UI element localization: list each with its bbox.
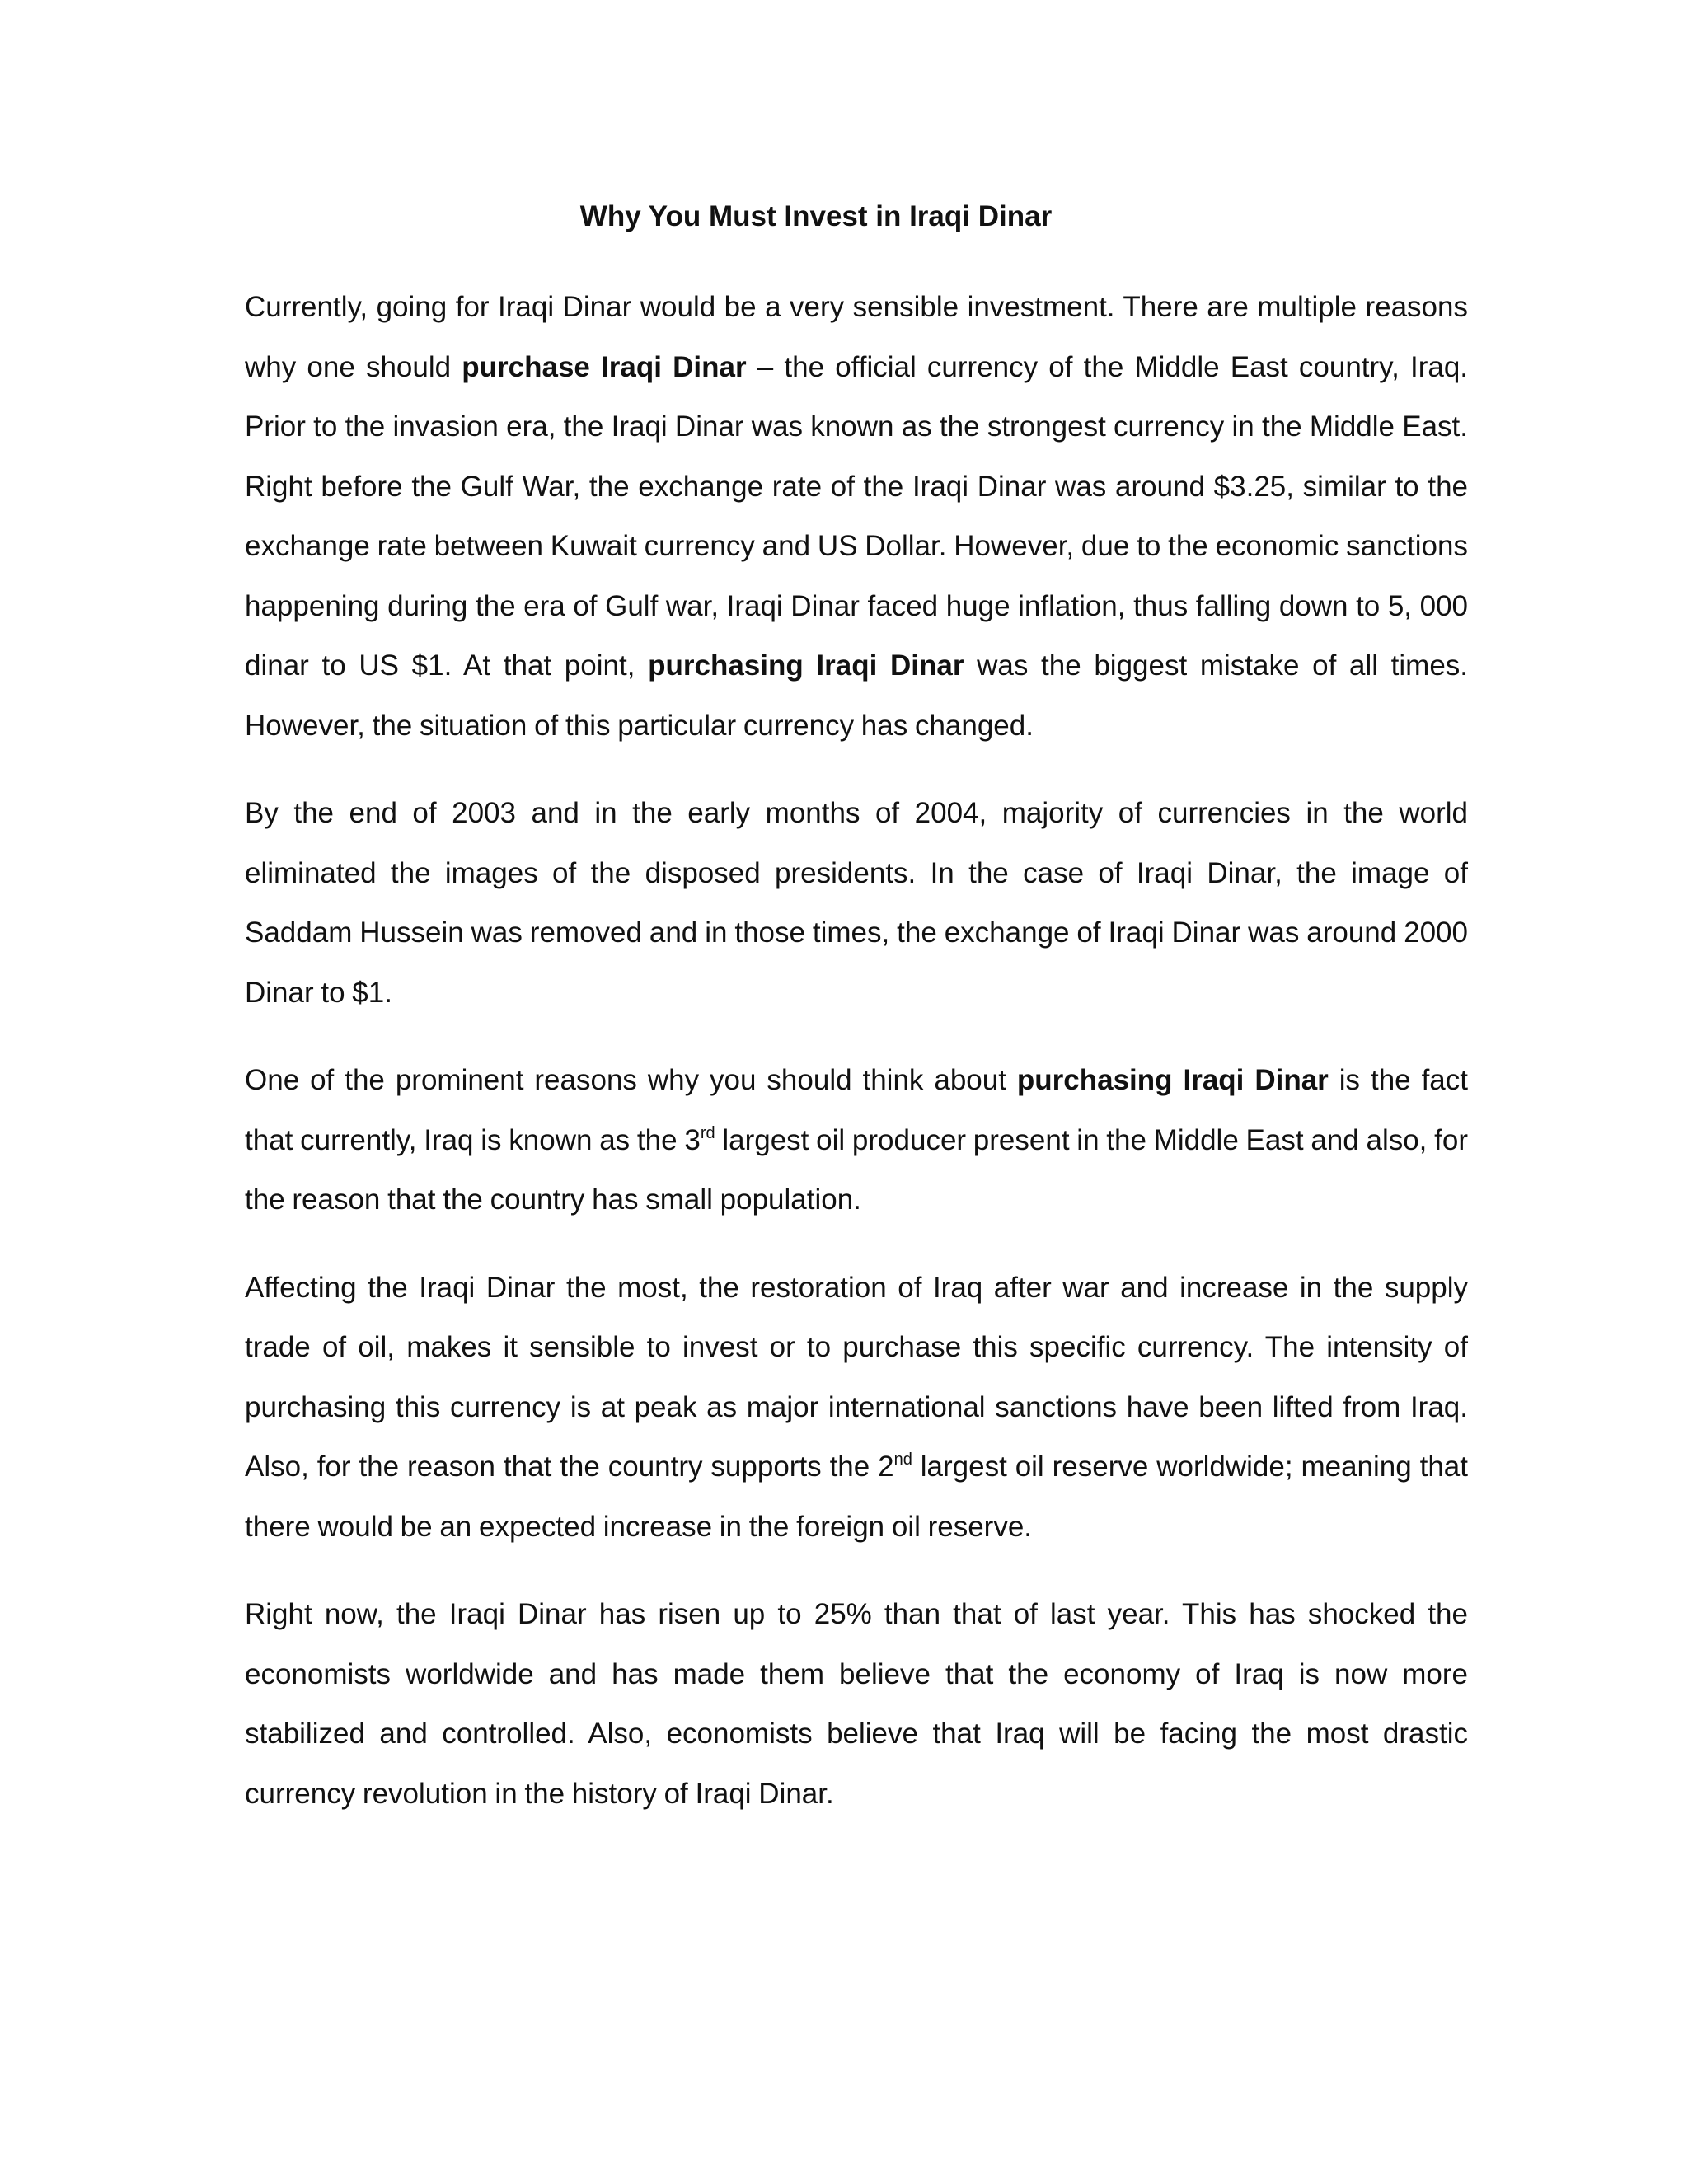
- paragraph-1-text-2: – the official currency of the Middle East country, Iraq. Prior to the invasion era, the Iraqi Dinar was known as the strongest currency in the Middle East. Right before the Gulf War, the exchange rate of the Iraqi Dinar was around $3.25, similar to the exchange rate between Kuwait currency and US Dollar. However, due to the economic sanctions happening during the era of Gulf war, Iraqi Dinar faced huge inflation, thus falling down to 5, 000 dinar to US $1. At that point,: [245, 350, 1469, 682]
- paragraph-1-text-1: Currently, going for Iraqi Dinar would be a very sensible investment. There are multiple reasons why one should: [245, 291, 1468, 383]
- paragraph-3-text-1: One of the prominent reasons why you should think about: [245, 1064, 1017, 1096]
- paragraph-1-text-3: was the biggest mistake of all times. However, the situation of this particular currency has changed.: [245, 649, 1469, 742]
- paragraph-3-text-3: largest oil producer present in the Middle East and also, for the reason that the country has small population.: [245, 1123, 1469, 1216]
- paragraph-3-bold-1: purchasing Iraqi Dinar: [1016, 1064, 1329, 1096]
- document-body: [245, 278, 1468, 1852]
- paragraph-3-text-2: is the fact that currently, Iraq is known as the 3: [245, 1064, 1468, 1156]
- document-title: Why You Must Invest in Iraqi Dinar: [579, 200, 1053, 232]
- paragraph-2: By the end of 2003 and in the early months of 2004, majority of currencies in the world eliminated the images of the disposed presidents. In the case of Iraqi Dinar, the image of Saddam Hussein was removed and in those times, the exchange of Iraqi Dinar was around 2000 Dinar to $1.: [245, 797, 1468, 1009]
- paragraph-1: [245, 278, 1468, 756]
- paragraph-1-bold-1: purchase Iraqi Dinar: [462, 350, 747, 383]
- paragraph-4: [245, 1258, 1468, 1558]
- paragraph-4-superscript: nd: [893, 1451, 912, 1469]
- paragraph-4-text-2: largest oil reserve worldwide; meaning that there would be an expected increase in the foreign oil reserve.: [245, 1451, 1468, 1543]
- paragraph-5: Right now, the Iraqi Dinar has risen up to 25% than that of last year. This has shocked the economists worldwide and has made them believe that the economy of Iraq is now more stabilized and controlled. Also, economists believe that Iraq will be facing the most drastic currency revolution in the history of Iraqi Dinar.: [245, 1598, 1468, 1810]
- paragraph-4-text-1: Affecting the Iraqi Dinar the most, the restoration of Iraq after war and increase in the supply trade of oil, makes it sensible to invest or to purchase this specific currency. The intensity of purchasing this currency is at peak as major international sanctions have been lifted from Iraq. Also, for the reason that the country supports the 2: [245, 1271, 1468, 1483]
- paragraph-3-superscript: rd: [700, 1123, 715, 1142]
- paragraph-1-bold-2: purchasing Iraqi Dinar: [648, 649, 964, 682]
- paragraph-3: [245, 1051, 1468, 1230]
